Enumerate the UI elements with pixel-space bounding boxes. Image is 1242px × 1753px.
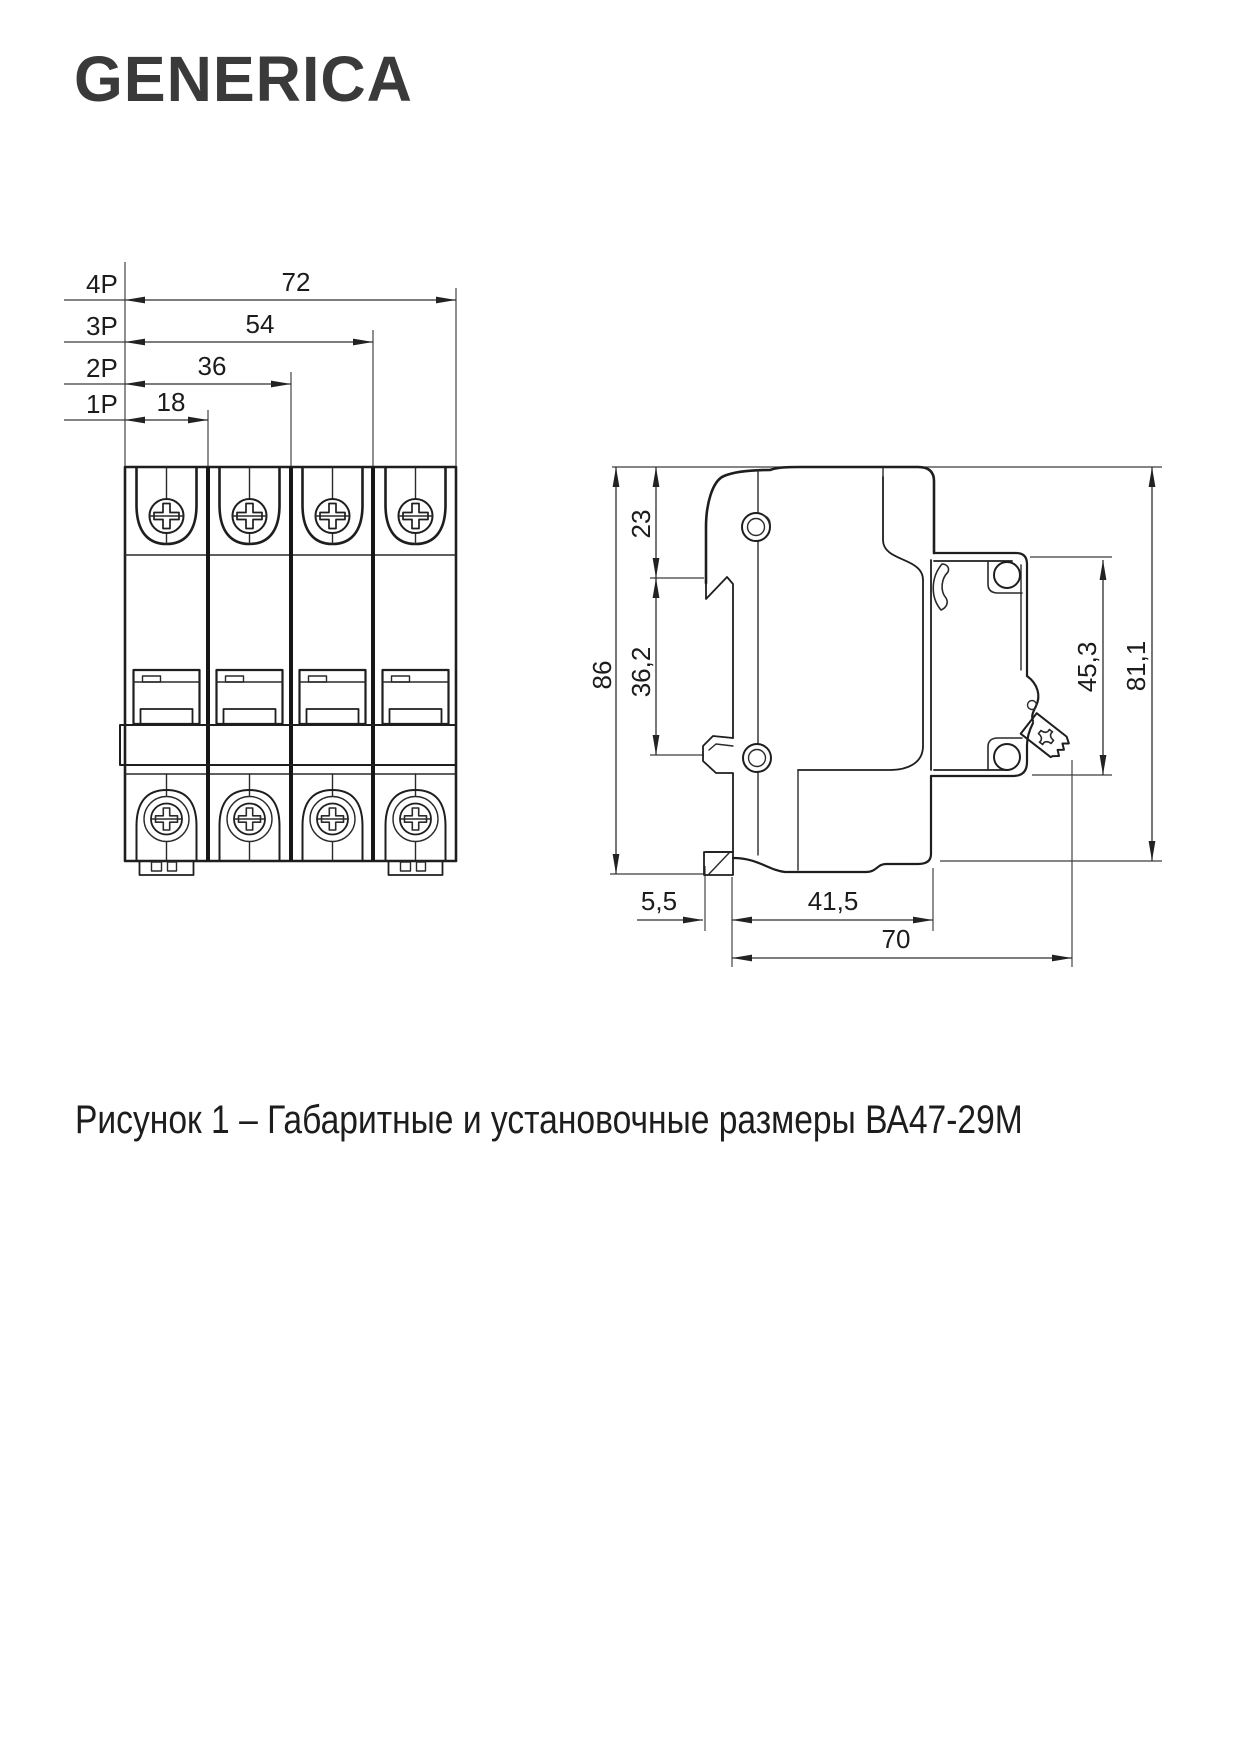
pole-label-4p: 4P xyxy=(86,269,118,299)
side-body xyxy=(703,467,949,875)
figure-caption: Рисунок 1 – Габаритные и установочные размеры ВА47-29М xyxy=(75,1098,1023,1142)
side-extension-lines xyxy=(610,467,1162,967)
dim-18: 18 xyxy=(156,387,186,417)
pole-label-3p: 3P xyxy=(86,311,118,341)
dim-86: 86 xyxy=(587,660,617,690)
dim-5-5: 5,5 xyxy=(640,886,678,916)
lower-screw-hole xyxy=(743,744,771,772)
dim-36: 36 xyxy=(197,351,227,381)
dim-36-2: 36,2 xyxy=(626,646,656,698)
dim-45-3: 45,3 xyxy=(1072,641,1102,693)
dim-41-5: 41,5 xyxy=(807,886,859,916)
mounting-bracket xyxy=(931,553,1038,776)
dim-81-1: 81,1 xyxy=(1121,640,1151,692)
side-toggle-lever xyxy=(1021,701,1072,761)
front-body xyxy=(120,467,456,875)
dim-23: 23 xyxy=(626,509,656,539)
vent-slot xyxy=(933,564,948,610)
dim-54: 54 xyxy=(245,309,275,339)
dim-72: 72 xyxy=(281,267,311,297)
mounting-feet xyxy=(140,861,443,875)
pole-label-2p: 2P xyxy=(86,353,118,383)
upper-screw-hole xyxy=(742,513,770,541)
din-clip-foot xyxy=(704,852,733,875)
label-band xyxy=(120,725,456,765)
side-dimensions xyxy=(587,467,1152,958)
brand-logo: GENERICA xyxy=(74,43,413,115)
front-dimensions xyxy=(64,262,456,467)
front-view xyxy=(64,262,456,875)
pole-label-1p: 1P xyxy=(86,389,118,419)
side-view xyxy=(587,467,1162,967)
dim-70: 70 xyxy=(881,924,911,954)
